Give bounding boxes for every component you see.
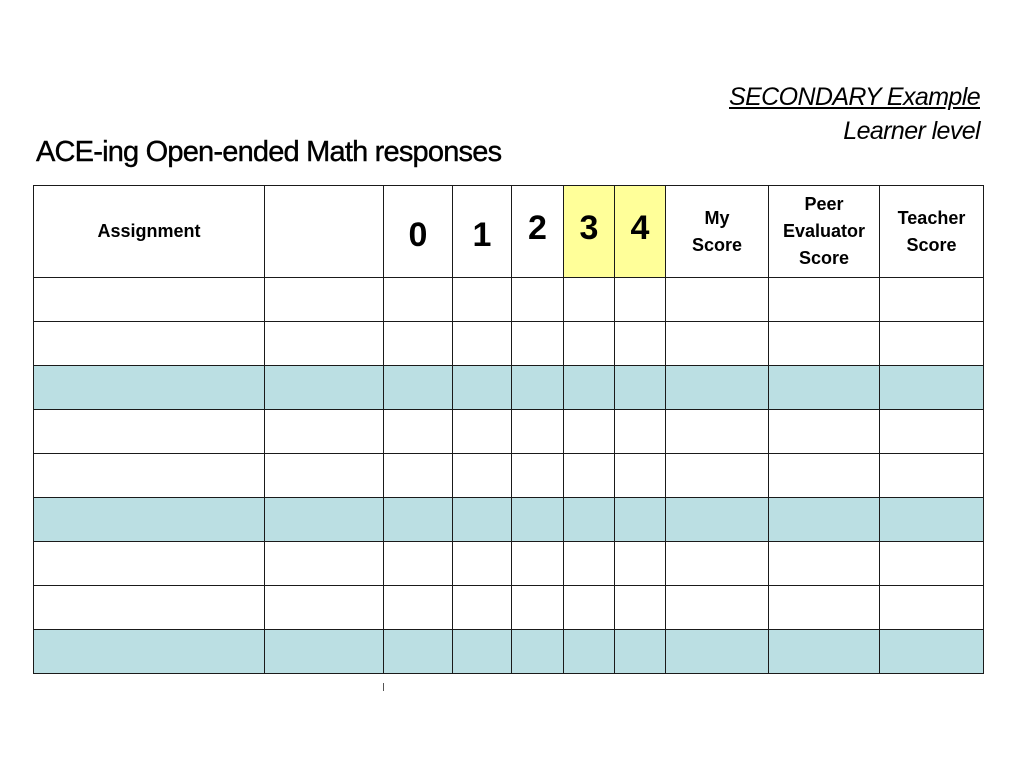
header-assignment: Assignment <box>34 186 265 278</box>
cell-score-1[interactable] <box>453 322 512 366</box>
cell-score-4[interactable] <box>615 366 666 410</box>
cell-score-4[interactable] <box>615 586 666 630</box>
table-row <box>34 454 984 498</box>
cell-score-4[interactable] <box>615 410 666 454</box>
table-row <box>34 498 984 542</box>
cell-peer-score[interactable] <box>769 410 880 454</box>
cell-assignment[interactable] <box>34 454 265 498</box>
divider-tick <box>383 683 384 691</box>
table-row <box>34 322 984 366</box>
score-2-label: 2 <box>528 209 547 247</box>
cell-score-3[interactable] <box>564 586 615 630</box>
table-row <box>34 366 984 410</box>
score-0-label: 0 <box>408 216 428 254</box>
cell-blank[interactable] <box>265 278 384 322</box>
cell-peer-score[interactable] <box>769 586 880 630</box>
cell-teacher-score[interactable] <box>880 498 984 542</box>
cell-peer-score[interactable] <box>769 542 880 586</box>
cell-score-0[interactable] <box>384 542 453 586</box>
cell-score-3[interactable] <box>564 542 615 586</box>
table-row <box>34 542 984 586</box>
cell-score-2[interactable] <box>512 322 564 366</box>
cell-score-2[interactable] <box>512 586 564 630</box>
cell-peer-score[interactable] <box>769 498 880 542</box>
cell-score-0[interactable] <box>384 454 453 498</box>
cell-score-1[interactable] <box>453 498 512 542</box>
cell-peer-score[interactable] <box>769 278 880 322</box>
table-row <box>34 630 984 674</box>
cell-score-2[interactable] <box>512 410 564 454</box>
cell-my-score[interactable] <box>666 630 769 674</box>
cell-my-score[interactable] <box>666 278 769 322</box>
cell-score-3[interactable] <box>564 278 615 322</box>
cell-assignment[interactable] <box>34 542 265 586</box>
cell-score-0[interactable] <box>384 322 453 366</box>
cell-blank[interactable] <box>265 454 384 498</box>
cell-score-0[interactable] <box>384 278 453 322</box>
cell-assignment[interactable] <box>34 278 265 322</box>
cell-score-3[interactable] <box>564 322 615 366</box>
cell-score-0[interactable] <box>384 366 453 410</box>
cell-assignment[interactable] <box>34 410 265 454</box>
cell-score-4[interactable] <box>615 322 666 366</box>
score-1-label: 1 <box>472 216 492 254</box>
cell-blank[interactable] <box>265 410 384 454</box>
cell-my-score[interactable] <box>666 454 769 498</box>
cell-my-score[interactable] <box>666 542 769 586</box>
cell-score-4[interactable] <box>615 278 666 322</box>
table-row <box>34 278 984 322</box>
header-score-1 <box>453 186 512 278</box>
cell-score-2[interactable] <box>512 366 564 410</box>
cell-score-3[interactable] <box>564 630 615 674</box>
cell-score-3[interactable] <box>564 410 615 454</box>
cell-score-4[interactable] <box>615 630 666 674</box>
header-peer-evaluator-score <box>769 186 880 278</box>
header-my-score <box>666 186 769 278</box>
cell-my-score[interactable] <box>666 366 769 410</box>
score-3-label: 3 <box>579 209 599 247</box>
header-score-3 <box>564 186 615 278</box>
subtitle-line-1: SECONDARY Example <box>729 83 980 111</box>
cell-blank[interactable] <box>265 366 384 410</box>
cell-score-4[interactable] <box>615 454 666 498</box>
subtitle-line-2: Learner level <box>843 117 980 145</box>
cell-score-4[interactable] <box>615 498 666 542</box>
page-title: ACE-ing Open-ended Math responses <box>36 136 502 168</box>
my-score-line-1: My <box>704 207 730 228</box>
cell-teacher-score[interactable] <box>880 630 984 674</box>
cell-score-2[interactable] <box>512 278 564 322</box>
cell-teacher-score[interactable] <box>880 586 984 630</box>
cell-teacher-score[interactable] <box>880 454 984 498</box>
cell-peer-score[interactable] <box>769 454 880 498</box>
cell-teacher-score[interactable] <box>880 366 984 410</box>
cell-score-2[interactable] <box>512 498 564 542</box>
cell-score-0[interactable] <box>384 586 453 630</box>
cell-assignment[interactable] <box>34 630 265 674</box>
example-label <box>729 80 980 148</box>
cell-score-1[interactable] <box>453 630 512 674</box>
teacher-line-1: Teacher <box>897 207 966 228</box>
header-teacher-score <box>880 186 984 278</box>
header-score-0 <box>384 186 453 278</box>
cell-score-0[interactable] <box>384 630 453 674</box>
peer-line-1: Peer <box>804 194 844 214</box>
cell-score-4[interactable] <box>615 542 666 586</box>
cell-score-3[interactable] <box>564 454 615 498</box>
rubric-table <box>33 185 984 674</box>
cell-assignment[interactable] <box>34 366 265 410</box>
cell-blank[interactable] <box>265 322 384 366</box>
cell-score-0[interactable] <box>384 498 453 542</box>
teacher-line-2: Score <box>906 234 957 255</box>
score-4-label: 4 <box>630 209 650 247</box>
header-row <box>34 186 984 278</box>
cell-score-1[interactable] <box>453 366 512 410</box>
cell-score-3[interactable] <box>564 366 615 410</box>
header-blank <box>265 186 384 278</box>
cell-peer-score[interactable] <box>769 366 880 410</box>
cell-score-2[interactable] <box>512 454 564 498</box>
cell-score-0[interactable] <box>384 410 453 454</box>
table-row <box>34 410 984 454</box>
cell-score-2[interactable] <box>512 542 564 586</box>
peer-line-3: Score <box>798 248 850 268</box>
cell-teacher-score[interactable] <box>880 278 984 322</box>
cell-teacher-score[interactable] <box>880 410 984 454</box>
cell-peer-score[interactable] <box>769 630 880 674</box>
cell-assignment[interactable] <box>34 322 265 366</box>
cell-score-3[interactable] <box>564 498 615 542</box>
cell-assignment[interactable] <box>34 498 265 542</box>
cell-score-2[interactable] <box>512 630 564 674</box>
cell-blank[interactable] <box>265 542 384 586</box>
table-row <box>34 586 984 630</box>
cell-score-1[interactable] <box>453 542 512 586</box>
cell-teacher-score[interactable] <box>880 542 984 586</box>
cell-assignment[interactable] <box>34 586 265 630</box>
my-score-line-2: Score <box>691 234 743 255</box>
cell-blank[interactable] <box>265 586 384 630</box>
cell-blank[interactable] <box>265 498 384 542</box>
cell-peer-score[interactable] <box>769 322 880 366</box>
peer-line-2: Evaluator <box>782 221 866 241</box>
cell-teacher-score[interactable] <box>880 322 984 366</box>
cell-my-score[interactable] <box>666 410 769 454</box>
cell-my-score[interactable] <box>666 322 769 366</box>
cell-my-score[interactable] <box>666 586 769 630</box>
header-score-4 <box>615 186 666 278</box>
cell-my-score[interactable] <box>666 498 769 542</box>
cell-score-1[interactable] <box>453 586 512 630</box>
cell-blank[interactable] <box>265 630 384 674</box>
cell-score-1[interactable] <box>453 454 512 498</box>
cell-score-1[interactable] <box>453 410 512 454</box>
cell-score-1[interactable] <box>453 278 512 322</box>
header-score-2 <box>512 186 564 278</box>
rubric-body <box>34 278 984 674</box>
